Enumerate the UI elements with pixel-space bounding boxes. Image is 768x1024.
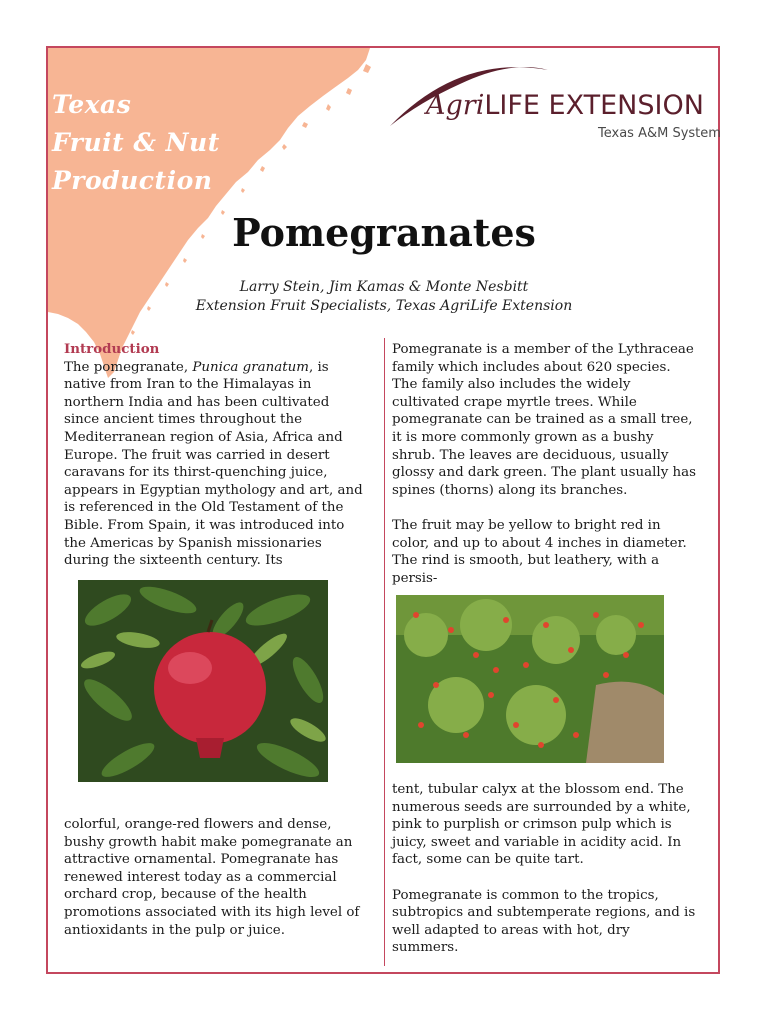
series-line-2: Fruit & Nut bbox=[52, 128, 220, 157]
right-column-bottom bbox=[392, 781, 697, 957]
logo-agri: Agri bbox=[426, 90, 485, 121]
authors-block bbox=[0, 278, 768, 316]
logo-subtitle: Texas A&M System bbox=[598, 126, 721, 141]
authors-names: Larry Stein, Jim Kamas & Monte Nesbitt bbox=[239, 279, 529, 295]
ornamental-paragraph: colorful, orange-red flowers and dense, bushy growth habit make pomegranate an attractive ornamental. Pomegranate has renewed interest today as a commercial orchard crop, because of the health promotions associated with its high level of antioxidants in the pulp or juice. bbox=[64, 817, 360, 938]
intro-text-rest: , is native from Iran to the Himalayas in northern India and has been cultivated since ancient times throughout the Mediterranean region of Asia, Africa and Europe. The fruit was carried in desert caravans for its thirst-quenching juice, appears in Egyptian mythology and art, and is referenced in the Old Testament of the Bible. From Spain, it was introduced into the Americas by Spanish missionaries during the sixteenth century. Its bbox=[64, 359, 363, 569]
series-line-3: Production bbox=[52, 166, 213, 195]
fruit-paragraph: The fruit may be yellow to bright red in color, and up to about 4 inches in diameter. The rind is smooth, but leathery, with a persis- bbox=[392, 517, 687, 586]
pomegranate-fruit-photo bbox=[78, 580, 328, 782]
logo-extension: LIFE EXTENSION bbox=[484, 90, 704, 121]
agrilife-logo-text bbox=[426, 90, 704, 121]
left-column-top bbox=[64, 341, 366, 570]
climate-paragraph: Pomegranate is common to the tropics, subtropics and subtemperate regions, and is well adapted to areas with hot, dry summers. bbox=[392, 887, 696, 956]
pomegranate-shrub-photo bbox=[396, 595, 664, 763]
intro-text-start: The pomegranate, bbox=[64, 359, 193, 375]
series-title bbox=[52, 86, 220, 200]
intro-paragraph bbox=[64, 359, 366, 570]
right-column-top bbox=[392, 341, 697, 587]
left-column-bottom bbox=[64, 816, 366, 939]
series-line-1: Texas bbox=[52, 90, 132, 119]
column-divider bbox=[384, 338, 385, 966]
section-heading: Introduction bbox=[64, 341, 160, 357]
calyx-paragraph: tent, tubular calyx at the blossom end. The numerous seeds are surrounded by a white, pink to purplish or crimson pulp which is juicy, sweet and variable in acidity acid. In fact, some can be quite tart. bbox=[392, 782, 691, 868]
species-name: Punica granatum bbox=[192, 359, 309, 375]
authors-affiliation: Extension Fruit Specialists, Texas AgriLife Extension bbox=[195, 298, 573, 314]
family-paragraph: Pomegranate is a member of the Lythraceae family which includes about 620 species. The family also includes the widely cultivated crape myrtle trees. While pomegranate can be trained as a small tree, it is more commonly grown as a bushy shrub. The leaves are deciduous, usually glossy and dark green. The plant usually has spines (thorns) along its branches. bbox=[392, 342, 697, 498]
page-title: Pomegranates bbox=[232, 210, 536, 255]
